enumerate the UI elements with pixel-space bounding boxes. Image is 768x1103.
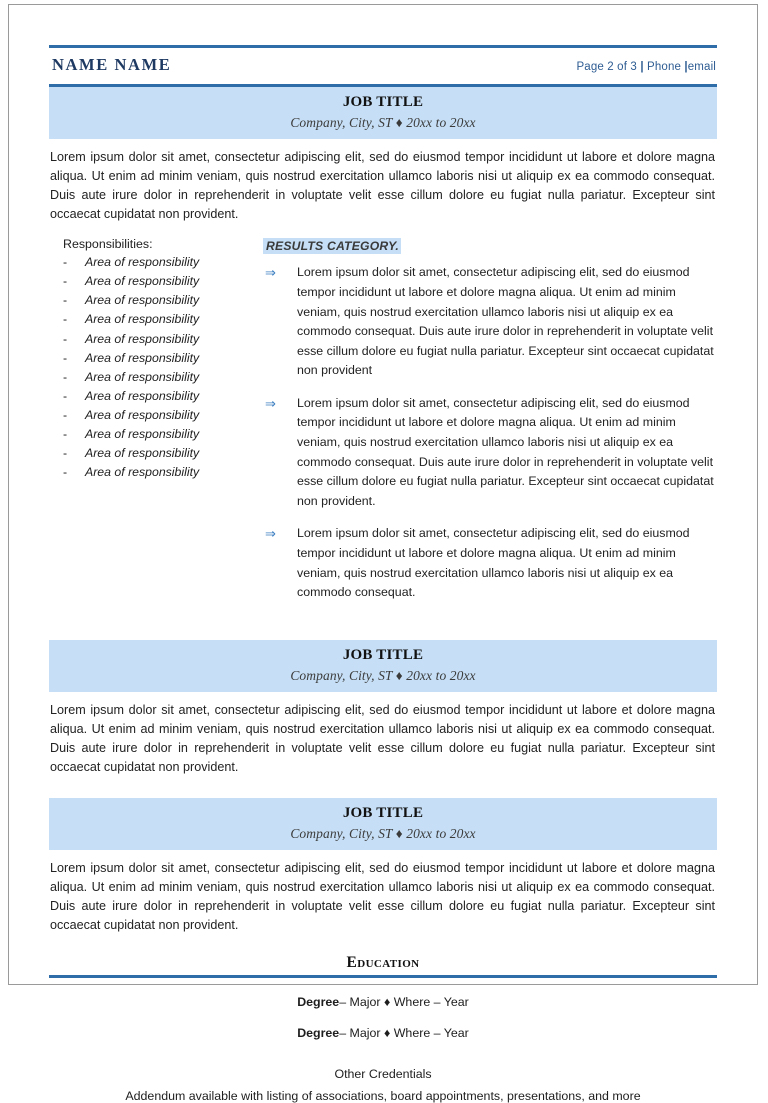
responsibility-item	[49, 349, 261, 368]
job-title-1: JOB TITLE	[342, 94, 424, 110]
degree-line	[49, 995, 717, 1009]
responsibility-label: Area of responsibility	[85, 407, 200, 422]
dash-bullet-icon: -	[63, 255, 68, 270]
job-title-2: JOB TITLE	[342, 646, 424, 663]
degree-detail: – Major ♦ Where – Year	[339, 1026, 469, 1041]
degree-line	[49, 1026, 717, 1040]
job-band-2	[49, 640, 717, 692]
responsibility-item	[49, 406, 261, 425]
responsibility-label: Area of responsibility	[85, 388, 200, 403]
dash-bullet-icon: -	[63, 426, 68, 441]
education-heading: Education	[346, 954, 420, 972]
results-column	[261, 237, 717, 616]
degree-label: Degree	[297, 1026, 340, 1041]
responsibility-item	[49, 425, 261, 444]
double-arrow-icon: ⇒	[265, 265, 276, 281]
header-separator-2: |	[681, 61, 688, 73]
job-paragraph-3: Lorem ipsum dolor sit amet, consectetur adipiscing elit, sed do eiusmod tempor incididunt ut labore et dolore magna aliqua. Ut enim ad minim veniam, quis nostrud exercitation ullamco laboris nisi ut aliquip ex ea commodo consequat. Duis aute irure dolor in reprehenderit in voluptate velit esse cillum dolore eu fugiat nulla pariatur. Excepteur sint occaecat cupidatat non provident.	[50, 860, 715, 933]
responsibility-item	[49, 444, 261, 463]
result-bullet	[263, 394, 717, 512]
page-header	[49, 48, 717, 77]
job-band-3	[49, 798, 717, 850]
header-phone: Phone	[647, 61, 682, 73]
double-arrow-icon: ⇒	[265, 526, 276, 542]
education-rule	[49, 975, 717, 978]
other-credentials-label: Other Credentials	[334, 1067, 432, 1082]
responsibility-item	[49, 272, 261, 291]
addendum-note: Addendum available with listing of associations, board appointments, presentations, and more	[125, 1089, 641, 1103]
dash-bullet-icon: -	[63, 293, 68, 308]
details-columns	[49, 237, 717, 616]
dash-bullet-icon: -	[63, 331, 68, 346]
responsibility-label: Area of responsibility	[85, 293, 200, 308]
responsibility-label: Area of responsibility	[85, 350, 200, 365]
result-bullet	[263, 263, 717, 381]
job-paragraph-1: Lorem ipsum dolor sit amet, consectetur adipiscing elit, sed do eiusmod tempor incididunt ut labore et dolore magna aliqua. Ut enim ad minim veniam, quis nostrud exercitation ullamco laboris nisi ut aliquip ex ea commodo consequat. Duis aute irure dolor in reprehenderit in voluptate velit esse cillum dolore eu fugiat nulla pariatur. Excepteur sint occaecat cupidatat non provident.	[50, 149, 715, 222]
responsibility-label: Area of responsibility	[85, 464, 200, 479]
responsibility-item	[49, 368, 261, 387]
dash-bullet-icon: -	[63, 388, 68, 403]
responsibility-item	[49, 463, 261, 482]
job-subtitle-1: Company, City, ST ♦ 20xx to 20xx	[290, 114, 476, 130]
responsibility-label: Area of responsibility	[85, 445, 200, 460]
responsibility-item	[49, 291, 261, 310]
responsibilities-heading: Responsibilities:	[63, 237, 153, 252]
header-meta	[576, 61, 716, 73]
dash-bullet-icon: -	[63, 464, 68, 479]
result-bullet	[263, 524, 717, 602]
dash-bullet-icon: -	[63, 312, 68, 327]
dash-bullet-icon: -	[63, 407, 68, 422]
page-number-label: Page 2 of 3	[576, 61, 637, 73]
job-band-1	[49, 87, 717, 139]
responsibility-label: Area of responsibility	[85, 312, 200, 327]
result-bullet-text: Lorem ipsum dolor sit amet, consectetur adipiscing elit, sed do eiusmod tempor incididunt ut labore et dolore magna aliqua. Ut enim ad minim veniam, quis nostrud exercitation ullamco laboris nisi ut aliquip ex ea commodo consequat.	[297, 526, 690, 600]
responsibility-label: Area of responsibility	[85, 331, 200, 346]
education-section	[49, 954, 717, 1103]
dash-bullet-icon: -	[63, 369, 68, 384]
double-arrow-icon: ⇒	[265, 395, 276, 411]
degree-detail: – Major ♦ Where – Year	[339, 995, 469, 1010]
responsibility-label: Area of responsibility	[85, 369, 200, 384]
responsibility-label: Area of responsibility	[85, 426, 200, 441]
job-subtitle-3: Company, City, ST ♦ 20xx to 20xx	[290, 825, 476, 841]
responsibilities-column	[49, 237, 261, 616]
responsibility-label: Area of responsibility	[85, 274, 200, 289]
responsibility-label: Area of responsibility	[85, 255, 200, 270]
job-title-3: JOB TITLE	[342, 805, 424, 822]
dash-bullet-icon: -	[63, 445, 68, 460]
degree-label: Degree	[297, 995, 340, 1010]
dash-bullet-icon: -	[63, 350, 68, 365]
responsibility-item	[49, 310, 261, 329]
dash-bullet-icon: -	[63, 274, 68, 289]
page-content	[49, 0, 717, 1103]
responsibility-item	[49, 330, 261, 349]
result-bullet-text: Lorem ipsum dolor sit amet, consectetur adipiscing elit, sed do eiusmod tempor incididunt ut labore et dolore magna aliqua. Ut enim ad minim veniam, quis nostrud exercitation ullamco laboris nisi ut aliquip ex ea commodo consequat. Duis aute irure dolor in reprehenderit in voluptate velit esse cillum dolore eu fugiat nulla pariatur. Excepteur sint occaecat cupidatat non provident	[297, 265, 714, 378]
candidate-name: NAME NAME	[52, 55, 172, 74]
header-separator-1: |	[636, 61, 648, 73]
job-subtitle-2: Company, City, ST ♦ 20xx to 20xx	[290, 667, 476, 683]
responsibility-item	[49, 253, 261, 272]
header-email[interactable]: email	[687, 61, 716, 73]
job-paragraph-2: Lorem ipsum dolor sit amet, consectetur adipiscing elit, sed do eiusmod tempor incididunt ut labore et dolore magna aliqua. Ut enim ad minim veniam, quis nostrud exercitation ullamco laboris nisi ut aliquip ex ea commodo consequat. Duis aute irure dolor in reprehenderit in voluptate velit esse cillum dolore eu fugiat nulla pariatur. Excepteur sint occaecat cupidatat non provident.	[50, 702, 715, 774]
result-bullet-text: Lorem ipsum dolor sit amet, consectetur adipiscing elit, sed do eiusmod tempor incididunt ut labore et dolore magna aliqua. Ut enim ad minim veniam, quis nostrud exercitation ullamco laboris nisi ut aliquip ex ea commodo consequat. Duis aute irure dolor in reprehenderit in voluptate velit esse cillum dolore eu fugiat nulla pariatur. Excepteur sint occaecat cupidatat non provident.	[297, 395, 714, 508]
results-category-heading: RESULTS CATEGORY.	[263, 238, 401, 254]
responsibility-item	[49, 387, 261, 406]
